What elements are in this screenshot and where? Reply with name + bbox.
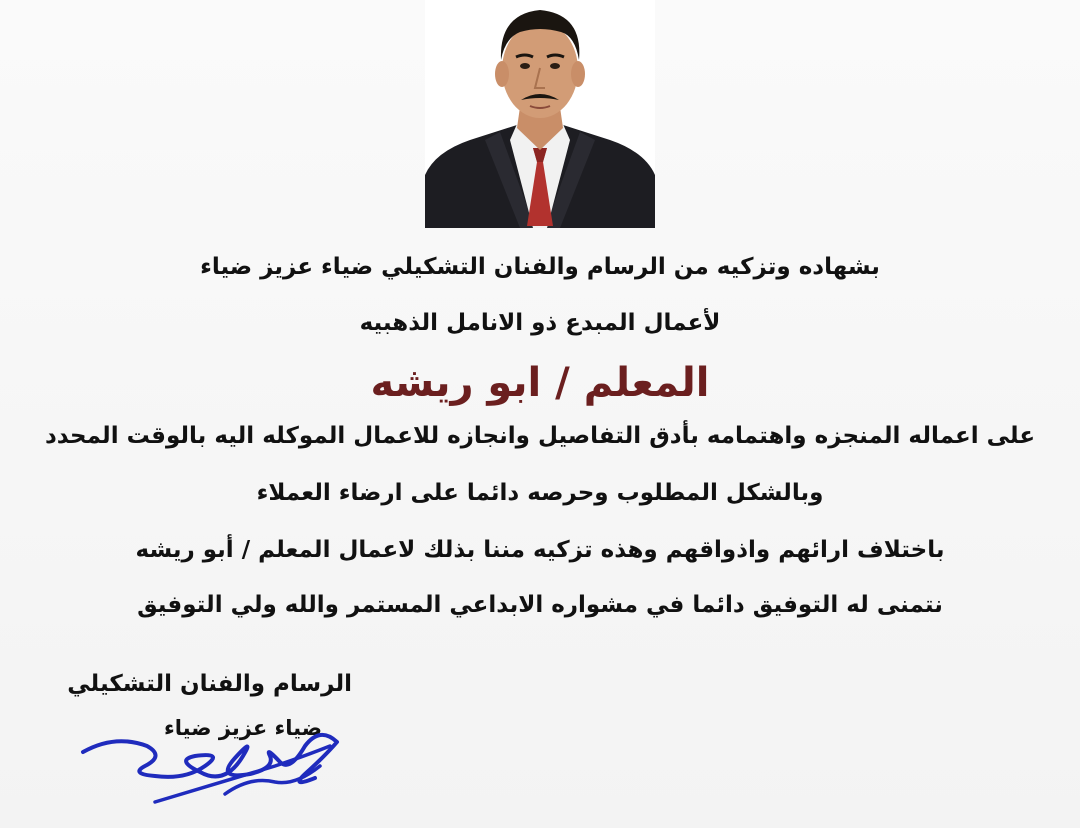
certificate-intro-line: بشهاده وتزكيه من الرسام والفنان التشكيلي ضياء عزيز ضياء [200, 254, 880, 280]
certificate-headline: المعلم / ابو ريشه [370, 360, 710, 406]
certificate-body-line-1: على اعماله المنجزه واهتمامه بأدق التفاصيل وانجازه للاعمال الموكله اليه بالوقت المحدد [44, 423, 1036, 449]
portrait-photo [425, 0, 655, 228]
certificate-body-line-3: باختلاف ارائهم واذواقهم وهذه تزكيه مننا بذلك لاعمال المعلم / أبو ريشه [135, 537, 945, 563]
signature-name: ضياء عزيز ضياء [164, 716, 322, 740]
signature-scribble-icon [75, 716, 345, 806]
certificate-subtitle-line: لأعمال المبدع ذو الانامل الذهبيه [359, 310, 721, 336]
portrait-illustration [425, 0, 655, 228]
certificate-body-line-2: وبالشكل المطلوب وحرصه دائما على ارضاء العملاء [256, 480, 824, 506]
signature-title: الرسام والفنان التشكيلي [67, 671, 352, 697]
certificate-closing-line: نتمنى له التوفيق دائما في مشواره الابداعي المستمر والله ولي التوفيق [137, 592, 943, 618]
